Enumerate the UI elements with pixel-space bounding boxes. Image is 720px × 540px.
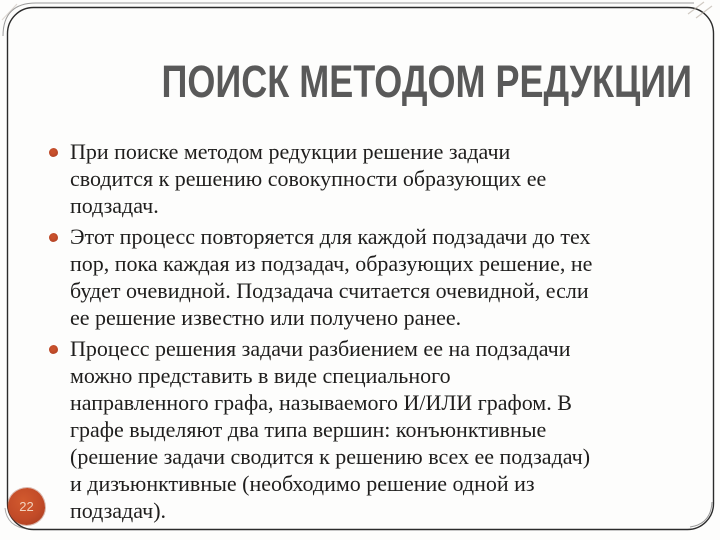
bullet-line: (решение задачи сводится к решению всех ее подзадач) xyxy=(70,444,591,469)
bullet-line: При поиске методом редукции решение задачи xyxy=(70,139,511,164)
bullet-line: направленного графа, называемого И/ИЛИ графом. В xyxy=(70,390,572,415)
bullet-line: подзадач). xyxy=(70,498,167,523)
bullet-text-3 xyxy=(70,335,590,524)
bullet-line: ее решение известно или получено ранее. xyxy=(70,305,462,330)
bullet-line: Этот процесс повторяется для каждой подзадачи до тех xyxy=(70,224,591,249)
bullet-line: и дизъюнктивные (необходимо решение одной из xyxy=(70,471,535,496)
bullet-item-2 xyxy=(44,223,674,331)
bullet-line: сводится к решению совокупности образующих ее xyxy=(70,166,547,191)
bullet-item-3 xyxy=(44,335,674,524)
slide-title: ПОИСК МЕТОДОМ РЕДУКЦИИ xyxy=(161,56,693,107)
bullet-line: можно представить в виде специального xyxy=(70,363,451,388)
bullet-dot-icon xyxy=(49,345,58,354)
bullet-line: будет очевидной. Подзадача считается очевидной, если xyxy=(70,278,589,303)
bullet-text-2 xyxy=(70,223,592,331)
bullet-dot-icon xyxy=(49,233,58,242)
page-number-badge xyxy=(8,488,45,525)
bullet-line: пор, пока каждая из подзадач, образующих решение, не xyxy=(70,251,593,276)
bullet-line: подзадач. xyxy=(70,193,159,218)
bullet-text-1 xyxy=(70,138,546,219)
page-number: 22 xyxy=(19,499,34,514)
bullet-item-1 xyxy=(44,138,674,219)
slide-body xyxy=(44,138,674,528)
bullet-line: графе выделяют два типа вершин: конъюнктивные xyxy=(70,417,547,442)
bullet-dot-icon xyxy=(49,148,58,157)
bullet-line: Процесс решения задачи разбиением ее на подзадачи xyxy=(70,336,571,361)
